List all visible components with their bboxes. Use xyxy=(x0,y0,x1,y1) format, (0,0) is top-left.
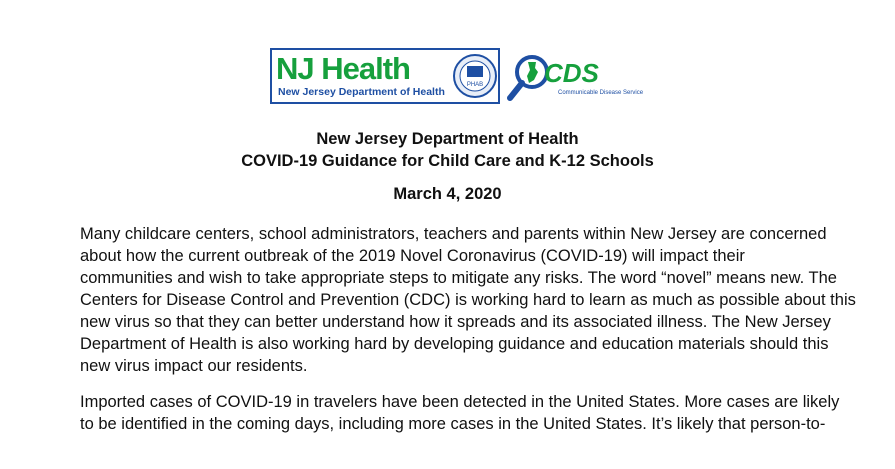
paragraph-line: Many childcare centers, school administrators, teachers and parents within New Jersey are concerned xyxy=(80,225,827,243)
paragraph-line: communities and wish to take appropriate steps to mitigate any risks. The word “novel” means new. The xyxy=(80,269,837,287)
accreditation-seal-icon xyxy=(452,53,498,99)
nj-health-logo-subtitle: New Jersey Department of Health xyxy=(278,86,445,98)
cds-wordmark: CDS xyxy=(544,58,599,88)
paragraph-line: Department of Health is also working hard by developing guidance and education materials should this xyxy=(80,335,829,353)
header-logos xyxy=(270,48,644,106)
paragraph-line: about how the current outbreak of the 2019 Novel Coronavirus (COVID-19) will impact their xyxy=(80,247,745,265)
document-subtitle: COVID-19 Guidance for Child Care and K-12 Schools xyxy=(241,152,654,170)
paragraph-line: new virus so that they can better understand how it spreads and its associated illness. The New Jersey xyxy=(80,313,831,331)
paragraph-2 xyxy=(80,391,840,435)
seal-text: PHAB xyxy=(466,82,484,88)
paragraph-line: Imported cases of COVID-19 in travelers have been detected in the United States. More cases are likely xyxy=(80,393,840,411)
magnifier-nj-icon xyxy=(506,50,626,106)
paragraph-line: to be identified in the coming days, including more cases in the United States. It’s likely that person-to- xyxy=(80,415,826,433)
paragraph-1 xyxy=(80,223,856,377)
paragraph-line: new virus impact our residents. xyxy=(80,357,308,375)
nj-health-logo xyxy=(270,48,500,104)
nj-health-wordmark: NJ Health xyxy=(276,51,410,86)
cds-logo-subtitle: Communicable Disease Service xyxy=(558,90,644,96)
document-date: March 4, 2020 xyxy=(393,185,502,203)
document-org-title: New Jersey Department of Health xyxy=(316,130,579,148)
cds-logo xyxy=(506,50,644,106)
paragraph-line: Centers for Disease Control and Prevention (CDC) is working hard to learn as much as possible about this xyxy=(80,291,856,309)
